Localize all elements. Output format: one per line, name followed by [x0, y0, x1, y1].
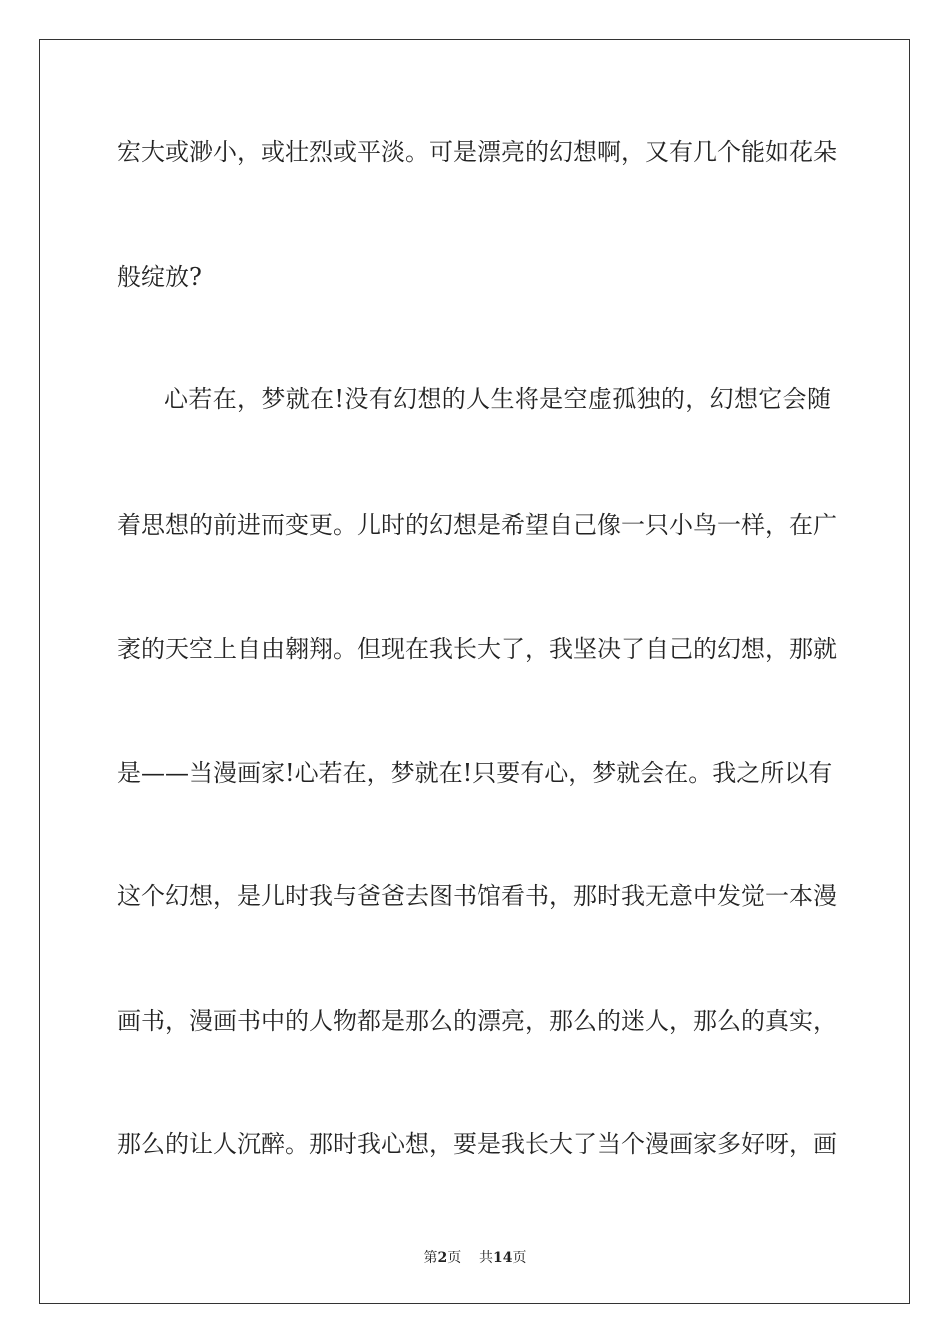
footer-total-prefix: 共 [479, 1250, 494, 1266]
text-line-2: 般绽放? [117, 263, 202, 291]
page-footer [0, 1249, 950, 1267]
text-line-6: 是——当漫画家!心若在，梦就在!只要有心，梦就会在。我之所以有 [117, 759, 833, 787]
footer-page-total: 14 [493, 1250, 513, 1266]
footer-page-prefix: 第 [423, 1250, 438, 1266]
page-border [39, 39, 910, 1304]
text-line-3: 心若在，梦就在!没有幻想的人生将是空虚孤独的，幻想它会随 [164, 385, 831, 413]
text-line-4: 着思想的前进而变更。儿时的幻想是希望自己像一只小鸟一样，在广 [117, 511, 837, 539]
footer-page-current: 2 [437, 1250, 448, 1266]
text-line-5: 袤的天空上自由翱翔。但现在我长大了，我坚决了自己的幻想，那就 [117, 635, 837, 663]
footer-page-suffix: 页 [447, 1250, 462, 1266]
text-line-7: 这个幻想，是儿时我与爸爸去图书馆看书，那时我无意中发觉一本漫 [117, 882, 837, 910]
text-line-9: 那么的让人沉醉。那时我心想，要是我长大了当个漫画家多好呀，画 [117, 1130, 837, 1158]
text-line-1: 宏大或渺小，或壮烈或平淡。可是漂亮的幻想啊，又有几个能如花朵 [117, 138, 837, 166]
text-line-8: 画书，漫画书中的人物都是那么的漂亮，那么的迷人，那么的真实， [117, 1007, 837, 1035]
footer-total-suffix: 页 [512, 1250, 527, 1266]
